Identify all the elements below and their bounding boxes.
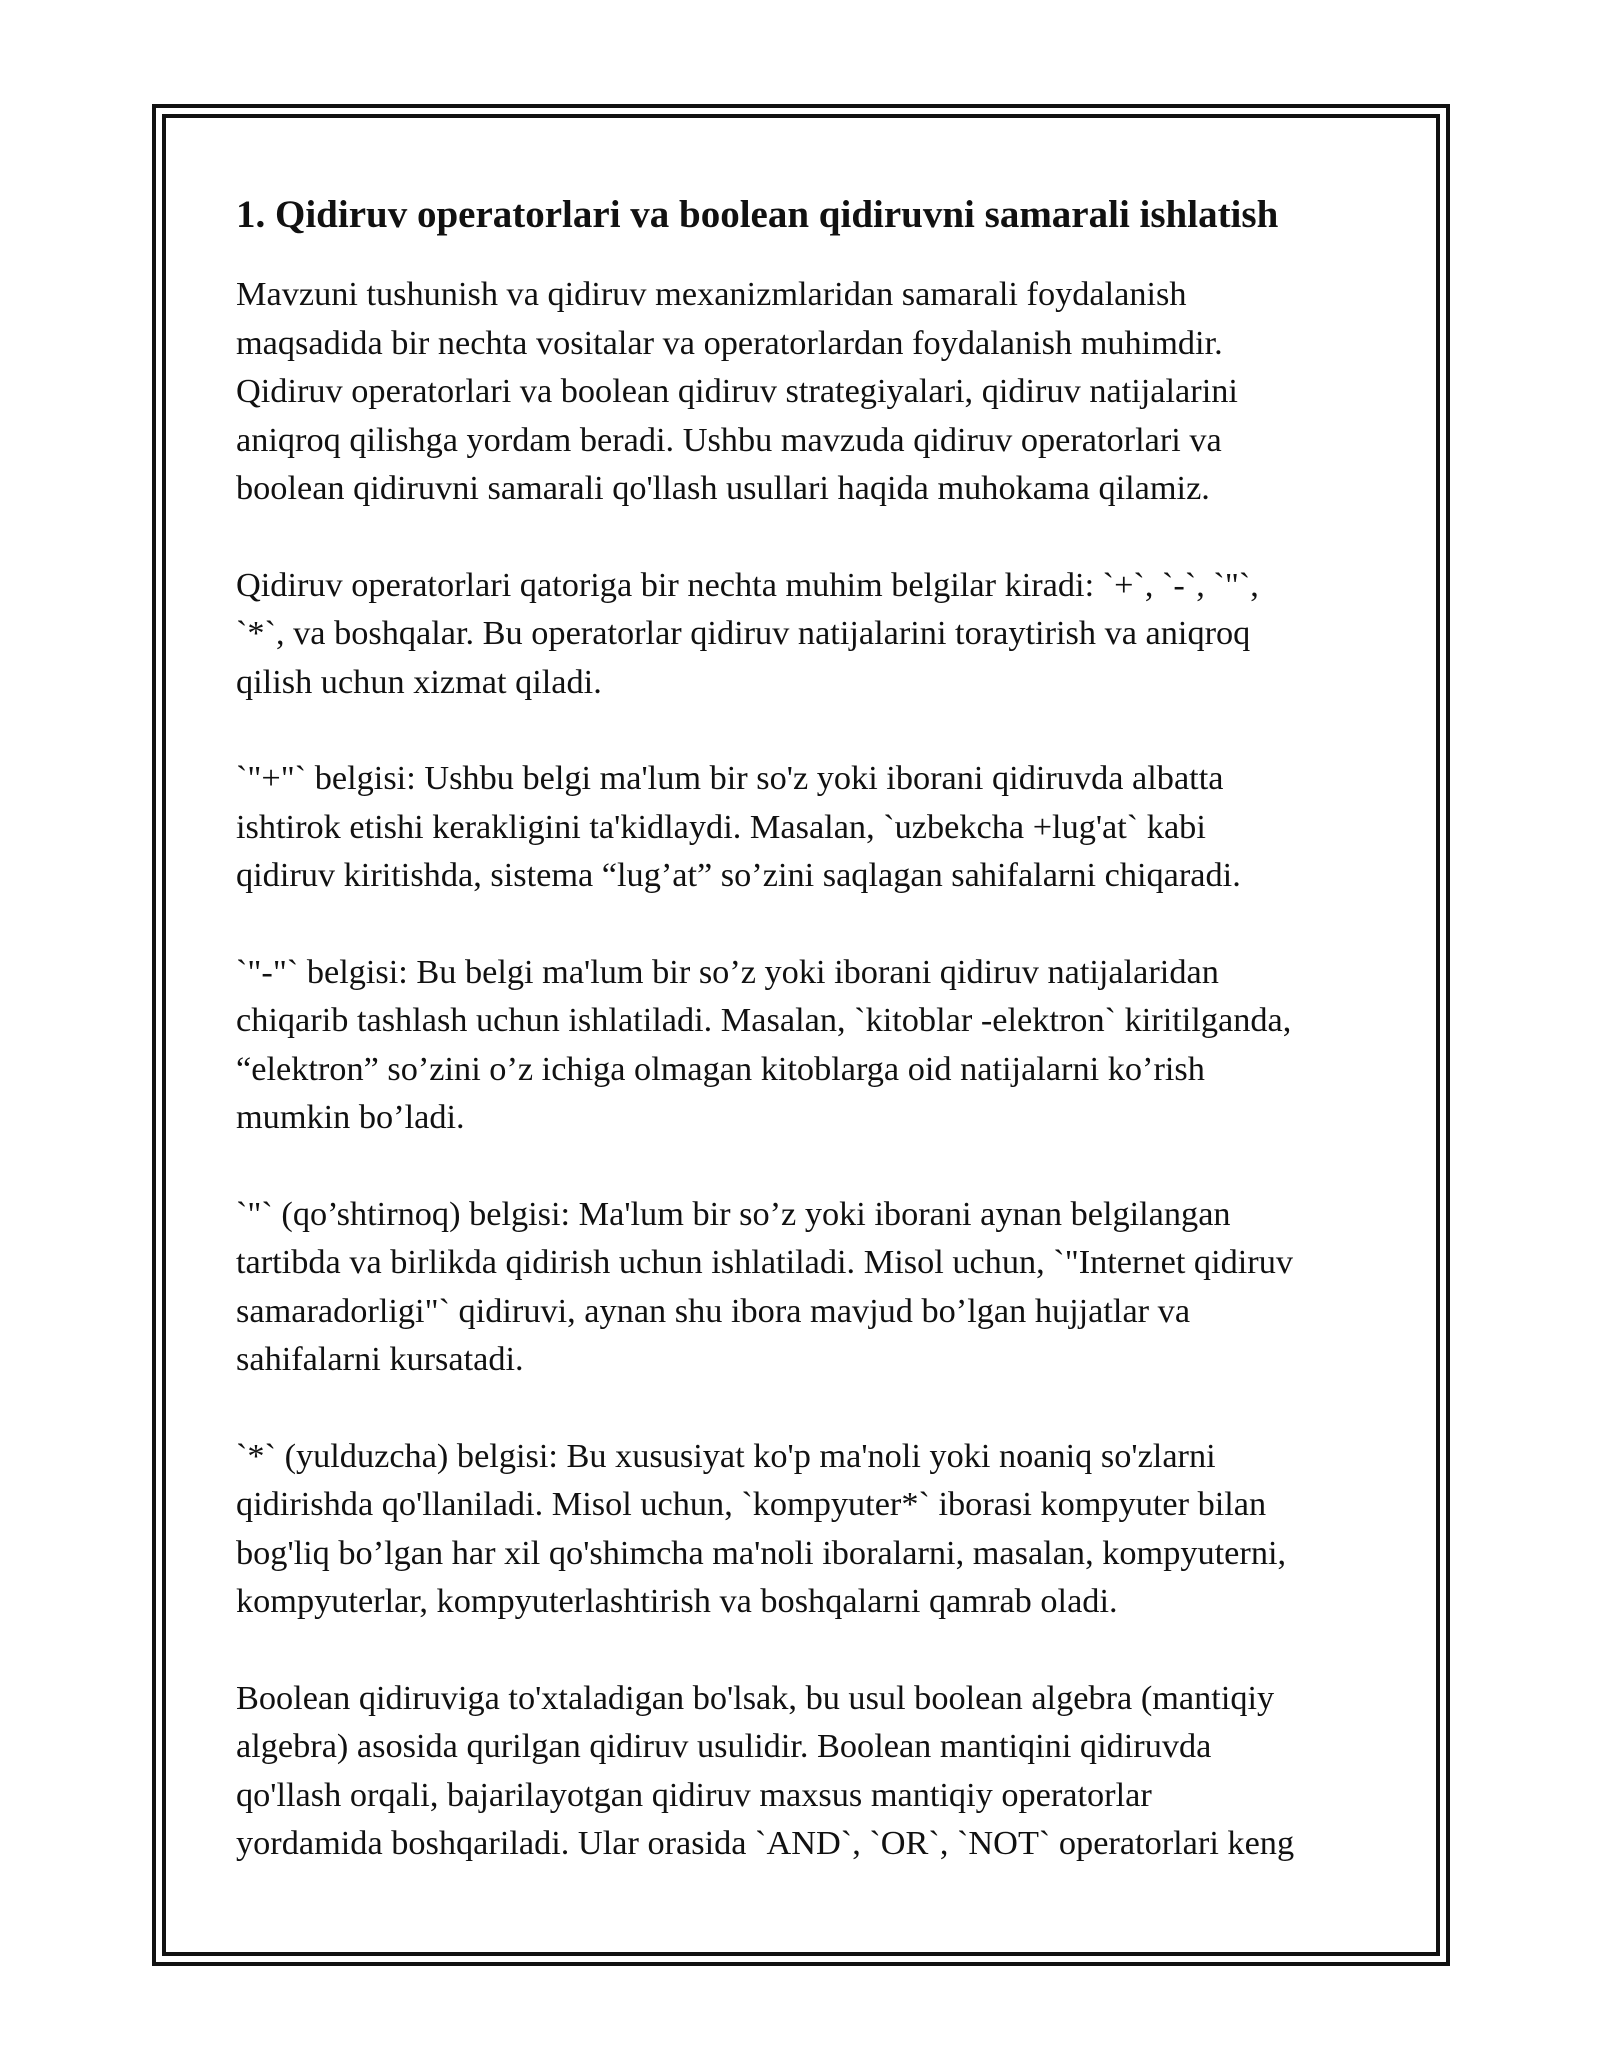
paragraph-intro: Mavzuni tushunish va qidiruv mexanizmlaridan samarali foydalanish maqsadida bir nechta vositalar va operatorlardan foydalanish muhimdir. Qidiruv operatorlari va boolean qidiruv strategiyalari, qidiruv natijalarini aniqroq qilishga yordam beradi. Ushbu mavzuda qidiruv operatorlari va boolean qidiruvni samarali qo'llash usullari haqida muhokama qilamiz.	[236, 275, 1238, 507]
paragraph-asterisk-operator: `*` (yulduzcha) belgisi: Bu xususiyat ko'p ma'noli yoki noaniq so'zlarni qidirishda qo'llaniladi. Misol uchun, `kompyuter*` iborasi kompyuter bilan bog'liq bo’lgan har xil qo'shimcha ma'noli iboralarni, masalan, kompyuterni, kompyuterlar, kompyuterlashtirish va boshqalarni qamrab oladi.	[236, 1436, 1287, 1620]
paragraph-boolean-search: Boolean qidiruviga to'xtaladigan bo'lsak, bu usul boolean algebra (mantiqiy algebra) asosida qurilgan qidiruv usulidir. Boolean mantiqini qidiruvda qo'llash orqali, bajarilayotgan qidiruv maxsus mantiqiy operatorlar yordamida boshqariladi. Ular orasida `AND`, `OR`, `NOT` operatorlari keng	[236, 1678, 1295, 1862]
paragraph-operators: Qidiruv operatorlari qatoriga bir nechta muhim belgilar kiradi: `+`, `-`, `"`, `*`, va boshqalar. Bu operatorlar qidiruv natijalarini toraytirish va aniqroq qilish uchun xizmat qiladi.	[236, 565, 1259, 701]
paragraph-plus-operator: `"+"` belgisi: Ushbu belgi ma'lum bir so'z yoki iborani qidiruvda albatta ishtirok etishi kerakligini ta'kidlaydi. Masalan, `uzbekcha +lug'at` kabi qidiruv kiritishda, sistema “lug’at” so’zini saqlagan sahifalarni chiqaradi.	[236, 759, 1241, 894]
paragraph-minus-operator: `"-"` belgisi: Bu belgi ma'lum bir so’z yoki iborani qidiruv natijalaridan chiqarib tashlash uchun ishlatiladi. Masalan, `kitoblar -elektron` kiritilganda, “elektron” so’zini o’z ichiga olmagan kitoblarga oid natijalarni ko’rish mumkin bo’ladi.	[236, 952, 1292, 1136]
document-body	[236, 186, 1376, 1916]
paragraph-quote-operator: `"` (qo’shtirnoq) belgisi: Ma'lum bir so’z yoki iborani aynan belgilangan tartibda va birlikda qidirish uchun ishlatiladi. Misol uchun, `"Internet qidiruv samaradorligi"` qidiruvi, aynan shu ibora mavjud bo’lgan hujjatlar va sahifalarni kursatadi.	[236, 1194, 1293, 1378]
section-title: 1. Qidiruv operatorlari va boolean qidiruvni samarali ishlatish	[236, 193, 1279, 236]
